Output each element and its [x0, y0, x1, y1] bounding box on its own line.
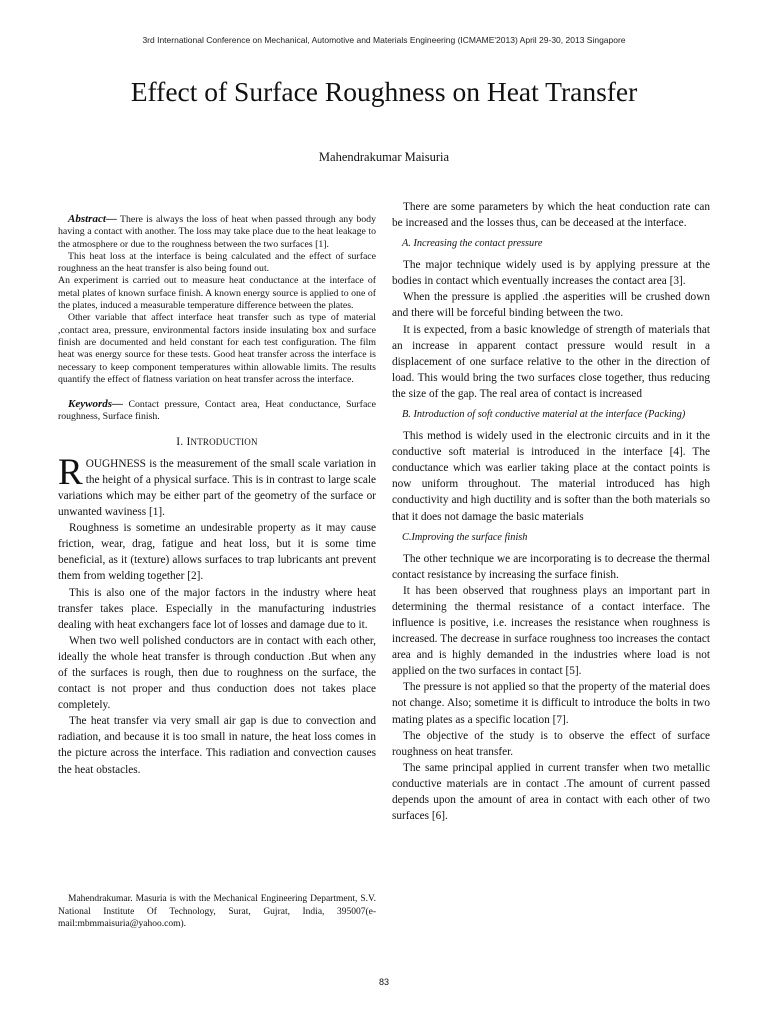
- paragraph-a3: It is expected, from a basic knowledge of strength of materials that an increase in apparent contact pressure would result in a displacement of one surface relative to the other in the direction of load. This would bring the two surfaces close together, thus reducing the size of the gap. The real area of contact is increased: [392, 323, 710, 400]
- paragraph-a2: When the pressure is applied .the asperities will be crushed down and there will be forceful binding between the two.: [392, 291, 710, 320]
- paragraph-c2: It has been observed that roughness plays an important part in determining the thermal resistance of a contact interface. The influence is positive, i.e. increases the resistance when roughness is increased. The decrease in surface roughness too increases the contact area and is highly demanded in the industries where load is not applied on the two surfaces in contact [5].: [392, 584, 710, 678]
- introduction-body: [58, 451, 376, 778]
- abstract-paragraph-3: An experiment is carried out to measure heat conductance at the interface of metal plates of known surface finish. A known energy source is applied to one of the plates, induced a measurable temperature difference between the plates.: [58, 275, 376, 312]
- paragraph-a1: The major technique widely used is by applying pressure at the bodies in contact which eventually increases the contact area [3].: [392, 259, 710, 288]
- intro-paragraph-1: ROUGHNESS is the measurement of the small scale variation in the height of a physical surface. This is in contrast to large scale variations which may be either part of the geometry of the surface or unwanted waviness [1].: [58, 451, 376, 519]
- subheading-c: C.Improving the surface finish: [402, 531, 528, 543]
- paragraph-c5: The same principal applied in current transfer when two metallic conductive materials are in contact .The amount of current passed depends upon the amount of area in contact with each other of two surfaces [6].: [392, 761, 710, 823]
- intro-paragraph-2: Roughness is sometime an undesirable property as it may cause friction, wear, drag, fatigue and heat loss, but it is some time beneficial, as it (texture) allows surfaces to trap lubricants ant prevent them from welding together [2].: [58, 522, 376, 583]
- author-footnote: Mahendrakumar. Masuria is with the Mechanical Engineering Department, S.V. National Institute Of Technology, Surat, Gujrat, India, 395007(e-mail:mbmmaisuria@yahoo.com).: [58, 894, 376, 929]
- page-number: 83: [378, 977, 389, 987]
- paragraph-c1: The other technique we are incorporating is to decrease the thermal contact resistance by increasing the surface finish.: [392, 552, 710, 581]
- right-column: [392, 199, 710, 824]
- intro-paragraph-4: When two well polished conductors are in contact with each other, ideally the whole heat transfer is through conduction .But when any of the surfaces is rough, then due to roughness on the surface, the contact is not proper and thus conduction does not takes place completely.: [58, 634, 376, 712]
- subheading-a: A. Increasing the contact pressure: [402, 238, 543, 250]
- paragraph-c4: The objective of the study is to observe the effect of surface roughness on heat transfer.: [392, 729, 710, 758]
- running-header: 3rd International Conference on Mechanical, Automotive and Materials Engineering (ICMAME'2013) April 29-30, 2013 Singapore: [142, 35, 626, 45]
- paragraph-c3: The pressure is not applied so that the property of the material does not change. Also; sometime it is difficult to introduce the bolts in two mating plates as a specific location [7].: [392, 681, 710, 726]
- abstract-label: Abstract—: [68, 213, 117, 225]
- paper-title: Effect of Surface Roughness on Heat Transfer: [130, 76, 638, 107]
- abstract-section: [58, 213, 376, 424]
- intro-paragraph-3: This is also one of the major factors in the industry where heat transfer takes place. Especially in the manufacturing industries dealing with heat exchangers face lot of losses and damage due to it.: [58, 586, 376, 631]
- abstract-paragraph-4: Other variable that affect interface heat transfer such as type of material ,contact area, pressure, environmental factors inside insulating box and surface finish are documented and held constant for each test configuration. The film heat was energy source for these tests. Good heat transfer across the interface is necessary to keep component temperatures within allowable limits. The results quantify the effect of flatness variation on heat transfer across the interface.: [58, 312, 376, 385]
- abstract-paragraph-1: Abstract— There is always the loss of heat when passed through any body having a contact with another. The loss may take place due to the heat leakage to the atmosphere or due to the roughness between the two surfaces [1].: [58, 213, 376, 250]
- keywords-label: Keywords—: [68, 398, 123, 411]
- section-heading-introduction: I. INTRODUCTION: [176, 435, 258, 448]
- left-column: [58, 213, 376, 778]
- subheading-b: B. Introduction of soft conductive material at the interface (Packing): [402, 409, 686, 421]
- drop-cap: R: [58, 451, 83, 493]
- keywords: Keywords— Contact pressure, Contact area, Heat conductance, Surface roughness, Surface finish.: [58, 398, 376, 423]
- intro-paragraph-5: The heat transfer via very small air gap is due to convection and radiation, and because it is too small in nature, the heat loss comes in the picture across the interface. This radiation and convection causes the heat obstacles.: [58, 715, 376, 776]
- abstract-paragraph-2: This heat loss at the interface is being calculated and the effect of surface roughness an the heat transfer is also being found out.: [58, 250, 376, 275]
- right-paragraph-intro: There are some parameters by which the heat conduction rate can be increased and the losses thus, can be deceased at the interface.: [392, 201, 710, 230]
- paragraph-b1: This method is widely used in the electronic circuits and in it the conductive soft material is introduced in the interface [4]. The conductance which was earlier taking place at the contact points is now uniform throughout. The material introduced has high conductivity and high ductility and is softer than the both materials so that it does not damage the basic materials: [392, 430, 710, 523]
- author-name: Mahendrakumar Maisuria: [318, 150, 450, 164]
